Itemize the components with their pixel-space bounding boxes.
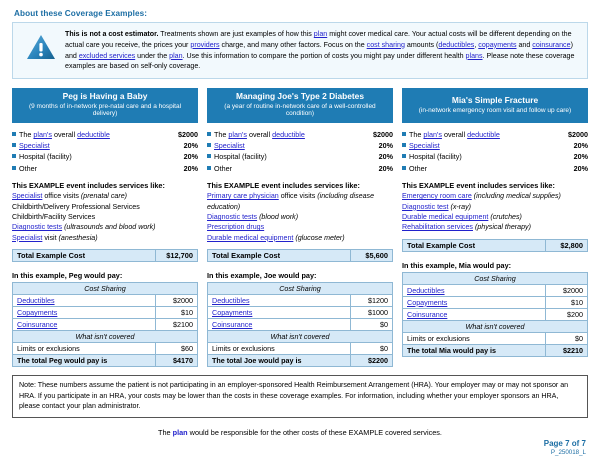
service-link[interactable]: Primary care physician (207, 192, 279, 201)
plan-term-label: Hospital (facility) (214, 152, 267, 162)
services-list-peg (12, 181, 198, 243)
link-deductible[interactable]: deductible (77, 130, 110, 140)
link-plans-possessive[interactable]: plan's (228, 130, 247, 140)
pay-intro-joe: In this example, Joe would pay: (207, 271, 317, 281)
table-row (403, 284, 588, 296)
service-link[interactable]: Durable medical equipment (402, 213, 489, 222)
plan-term-label (214, 129, 369, 140)
plan-term-label (409, 140, 570, 151)
total-pay-row (208, 355, 393, 367)
cost-item-value: $2100 (156, 319, 198, 331)
cost-item-label (13, 307, 156, 319)
total-pay-value: $2200 (351, 355, 393, 367)
about-coverage-examples-heading: About these Coverage Examples: (14, 9, 148, 18)
service-item (207, 222, 393, 232)
square-bullet-icon (12, 166, 16, 170)
link-cost-sharing[interactable]: cost sharing (366, 40, 405, 49)
cost-item-label (208, 307, 351, 319)
service-item (12, 233, 198, 243)
coverage-example-column-peg (12, 88, 198, 367)
link-copayments-row[interactable]: Copayments (17, 308, 58, 318)
total-pay-value: $2210 (546, 344, 588, 356)
services-list-mia (402, 181, 588, 233)
plan-term-value: $2000 (373, 130, 393, 140)
cost-item-value: $200 (546, 308, 588, 320)
not-covered-section-header (403, 320, 588, 332)
service-detail: (blood work) (259, 213, 299, 222)
cost-sharing-header-label: Cost Sharing (403, 272, 588, 284)
notice-p3: charge, and many other factors. Focus on the (219, 40, 367, 49)
services-title: This EXAMPLE event includes services like: (402, 180, 555, 190)
page-number: Page 7 of 7 (543, 438, 586, 448)
service-item (12, 191, 198, 201)
table-row (208, 307, 393, 319)
plan-term-value: 20% (183, 141, 198, 151)
cost-item-value: $10 (546, 296, 588, 308)
notice-p5: , (474, 40, 479, 49)
service-link[interactable]: Emergency room care (402, 192, 472, 201)
plan-term-value: 20% (378, 152, 393, 162)
plan-term-label (19, 140, 180, 151)
link-coinsurance-row[interactable]: Coinsurance (17, 320, 58, 330)
square-bullet-icon (402, 154, 406, 158)
service-detail: (anesthesia) (58, 233, 98, 242)
plan-term-label: Other (19, 163, 37, 173)
service-item (12, 202, 198, 212)
pay-intro-peg: In this example, Peg would pay: (12, 271, 123, 281)
service-detail: (crutches) (490, 213, 522, 222)
page-footer (544, 439, 586, 456)
table-row (403, 296, 588, 308)
square-bullet-icon (207, 154, 211, 158)
total-pay-value: $4170 (156, 355, 198, 367)
notice-p2: might cover medical care. Your actual costs will be different depending on the actual care you receive, the prices your (65, 30, 572, 49)
link-plans-possessive[interactable]: plan's (423, 130, 442, 140)
service-detail: (prenatal care) (80, 192, 128, 201)
cost-item-label (13, 319, 156, 331)
plan-term-row (12, 140, 198, 151)
link-deductibles-row[interactable]: Deductibles (212, 296, 250, 306)
plan-term-row (12, 151, 198, 162)
plan-terms-list-peg (12, 129, 198, 174)
square-bullet-icon (207, 166, 211, 170)
link-deductibles-row[interactable]: Deductibles (407, 285, 445, 295)
table-row (208, 343, 393, 355)
document-id: P_250018_L (550, 448, 586, 456)
link-coinsurance-row[interactable]: Coinsurance (212, 320, 253, 330)
service-link[interactable]: Diagnostic tests (207, 213, 258, 222)
link-excluded-services[interactable]: excluded services (78, 51, 136, 60)
example-title: Managing Joe's Type 2 Diabetes (236, 91, 364, 101)
service-link[interactable]: Diagnostic test (402, 202, 449, 211)
notice-p7: ) and (65, 40, 573, 60)
service-plain: Childbirth/Delivery Professional Services (12, 202, 140, 211)
plan-terms-list-mia (402, 129, 588, 174)
cost-item-label: Limits or exclusions (13, 343, 156, 355)
service-link[interactable]: Diagnostic tests (12, 223, 63, 232)
example-subtitle: (9 months of in-network pre-natal care and a hospital delivery) (28, 102, 182, 118)
not-covered-section-header (13, 331, 198, 343)
term-mid: overall (51, 130, 78, 140)
square-bullet-icon (402, 143, 406, 147)
plan-term-label: Other (409, 163, 427, 173)
service-detail: (glucose meter) (295, 233, 345, 242)
service-link[interactable]: Durable medical equipment (207, 233, 294, 242)
plan-term-label (409, 129, 564, 140)
example-header-joe (207, 88, 393, 123)
service-item (12, 212, 198, 222)
cost-sharing-section-header (13, 283, 198, 295)
plan-term-value: 20% (183, 152, 198, 162)
services-title: This EXAMPLE event includes services like: (12, 180, 165, 190)
services-list-joe (207, 181, 393, 243)
cost-item-label (208, 295, 351, 307)
plan-term-value: 20% (183, 163, 198, 173)
plan-term-row (207, 140, 393, 151)
service-plain: office visits (42, 192, 81, 201)
link-plan-closing[interactable]: plan (172, 427, 188, 437)
service-item (207, 191, 393, 212)
total-example-cost-mia (402, 239, 588, 252)
cost-item-label (13, 295, 156, 307)
service-plain: office visits (278, 192, 318, 201)
plan-term-value: $2000 (568, 130, 588, 140)
table-row (403, 332, 588, 344)
notice-lead: This is not a cost estimator. (65, 30, 159, 38)
cost-item-value: $2000 (546, 284, 588, 296)
cost-item-value: $1200 (351, 295, 393, 307)
service-link[interactable]: Prescription drugs (207, 223, 265, 232)
total-cost-value: $5,600 (350, 250, 392, 261)
warning-triangle-icon (17, 29, 65, 61)
cost-sharing-table-mia (402, 272, 588, 357)
services-title: This EXAMPLE event includes services like: (207, 180, 360, 190)
link-plan-2[interactable]: plan (169, 51, 183, 60)
square-bullet-icon (207, 132, 211, 136)
cost-sharing-section-header (403, 272, 588, 284)
plan-term-row (402, 151, 588, 162)
cost-sharing-header-label: Cost Sharing (13, 283, 198, 295)
total-example-cost-peg (12, 249, 198, 262)
plan-term-value: $2000 (178, 130, 198, 140)
service-link[interactable]: Specialist (12, 233, 43, 242)
plan-term-row (402, 140, 588, 151)
coverage-example-column-joe (207, 88, 393, 367)
cost-item-label (208, 319, 351, 331)
not-covered-header-label: What isn't covered (403, 320, 588, 332)
notice-p4: amounts ( (404, 40, 439, 49)
notice-p1: Treatments shown are just examples of how this (158, 30, 314, 38)
service-item (402, 222, 588, 232)
service-item (207, 233, 393, 243)
table-row (13, 343, 198, 355)
plan-term-value: 20% (378, 141, 393, 151)
link-specialist[interactable]: Specialist (409, 141, 440, 151)
example-subtitle: (a year of routine in-network care of a well-controlled condition) (224, 102, 376, 118)
square-bullet-icon (402, 166, 406, 170)
coverage-example-column-mia (402, 88, 588, 367)
cost-sharing-header-label: Cost Sharing (208, 283, 393, 295)
plan-term-value: 20% (573, 152, 588, 162)
cost-item-label: Limits or exclusions (208, 343, 351, 355)
cost-item-value: $2000 (156, 295, 198, 307)
cost-sharing-table-peg (12, 282, 198, 367)
square-bullet-icon (12, 154, 16, 158)
plan-term-label (214, 140, 375, 151)
link-copayments-row[interactable]: Copayments (212, 308, 253, 318)
plan-term-row (207, 163, 393, 174)
example-header-mia (402, 88, 588, 123)
cost-item-label (403, 284, 546, 296)
closing-post: would be responsible for the other costs of these EXAMPLE covered services. (187, 427, 442, 437)
notice-p9: . Use this information to compare the portion of costs you might pay under different health (182, 51, 466, 60)
cost-item-label: Limits or exclusions (403, 332, 546, 344)
cost-item-value: $60 (156, 343, 198, 355)
plan-term-row (12, 129, 198, 140)
table-row (208, 295, 393, 307)
table-row (13, 295, 198, 307)
not-covered-header-label: What isn't covered (208, 331, 393, 343)
plan-term-value: 20% (573, 141, 588, 151)
not-covered-section-header (208, 331, 393, 343)
plan-term-row (207, 151, 393, 162)
table-row (208, 319, 393, 331)
link-deductibles[interactable]: deductibles (438, 40, 475, 49)
example-subtitle: (in-network emergency room visit and follow up care) (418, 106, 572, 114)
service-detail: (x-ray) (450, 202, 472, 211)
service-detail: (including disease education) (207, 192, 375, 211)
not-covered-header-label: What isn't covered (13, 331, 198, 343)
term-pre: The (214, 130, 229, 140)
service-detail: (physical therapy) (474, 223, 531, 232)
notice-body-text (65, 29, 579, 72)
notice-p6: and (516, 40, 533, 49)
plan-term-label: Hospital (facility) (19, 152, 72, 162)
coverage-examples-columns (12, 88, 588, 367)
cost-sharing-table-joe (207, 282, 393, 367)
plan-term-row (402, 163, 588, 174)
total-cost-value: $2,800 (545, 240, 587, 251)
cost-item-label (403, 308, 546, 320)
link-deductibles-row[interactable]: Deductibles (17, 296, 55, 306)
example-title: Peg is Having a Baby (62, 91, 148, 101)
plan-term-label: Other (214, 163, 232, 173)
table-row (403, 308, 588, 320)
service-link[interactable]: Specialist (12, 192, 43, 201)
service-item (402, 202, 588, 212)
notice-p8: under the (135, 51, 170, 60)
total-pay-row (403, 344, 588, 356)
total-pay-label: The total Peg would pay is (13, 355, 156, 367)
square-bullet-icon (12, 132, 16, 136)
service-detail: (including medical supplies) (473, 192, 561, 201)
square-bullet-icon (207, 143, 211, 147)
cost-item-label (403, 296, 546, 308)
link-specialist[interactable]: Specialist (214, 141, 245, 151)
plan-term-label (19, 129, 174, 140)
cost-item-value: $0 (546, 332, 588, 344)
link-plans[interactable]: plans (465, 51, 483, 60)
plan-term-row (207, 129, 393, 140)
hra-note-box: Note: These numbers assume the patient is not participating in an employer-sponsored Health Reimbursement Arrangement (HRA). Your employer may or may not sponsor an HRA. If you participate in an HRA, your costs may be lower than the costs in these coverage examples. For information, including whether your employer sponsors an HRA, please contact your plan administrator. (12, 375, 588, 418)
term-mid: overall (246, 130, 273, 140)
service-detail: (ultrasounds and blood work) (64, 223, 156, 232)
service-link[interactable]: Rehabilitation services (402, 223, 473, 232)
total-pay-row (13, 355, 198, 367)
total-cost-label: Total Example Cost (407, 240, 476, 250)
service-item (402, 191, 588, 201)
pay-intro-mia: In this example, Mia would pay: (402, 260, 512, 270)
example-header-peg (12, 88, 198, 123)
service-plain: Childbirth/Facility Services (12, 213, 96, 222)
total-cost-label: Total Example Cost (212, 251, 281, 261)
total-pay-label: The total Joe would pay is (208, 355, 351, 367)
link-plans-possessive[interactable]: plan's (33, 130, 52, 140)
cost-item-value: $0 (351, 319, 393, 331)
cost-sharing-section-header (208, 283, 393, 295)
link-coinsurance[interactable]: coinsurance (532, 40, 571, 49)
plan-term-row (12, 163, 198, 174)
service-plain: visit (42, 233, 59, 242)
link-deductible[interactable]: deductible (272, 130, 305, 140)
service-item (402, 212, 588, 222)
link-copayments-row[interactable]: Copayments (407, 297, 448, 307)
service-item (12, 222, 198, 232)
total-cost-value: $12,700 (155, 250, 197, 261)
closing-statement (12, 428, 588, 437)
table-row (13, 307, 198, 319)
link-plan[interactable]: plan (313, 30, 328, 38)
total-example-cost-joe (207, 249, 393, 262)
plan-term-value: 20% (378, 163, 393, 173)
link-copayments[interactable]: copayments (478, 40, 517, 49)
total-pay-label: The total Mia would pay is (403, 344, 546, 356)
plan-terms-list-joe (207, 129, 393, 174)
table-row (13, 319, 198, 331)
link-deductible[interactable]: deductible (467, 130, 500, 140)
total-cost-label: Total Example Cost (17, 251, 86, 261)
plan-term-row (402, 129, 588, 140)
cost-item-value: $10 (156, 307, 198, 319)
notice-p10: . Please note these coverage examples are based on self-only coverage. (65, 51, 575, 71)
term-pre: The (19, 130, 34, 140)
cost-item-value: $1000 (351, 307, 393, 319)
term-pre: The (409, 130, 424, 140)
square-bullet-icon (402, 132, 406, 136)
cost-item-value: $0 (351, 343, 393, 355)
term-mid: overall (441, 130, 468, 140)
link-providers[interactable]: providers (190, 40, 220, 49)
closing-pre: The (158, 427, 173, 437)
plan-term-value: 20% (573, 163, 588, 173)
square-bullet-icon (12, 143, 16, 147)
link-coinsurance-row[interactable]: Coinsurance (407, 309, 448, 319)
example-title: Mia's Simple Fracture (451, 94, 539, 105)
service-item (207, 212, 393, 222)
not-a-cost-estimator-notice (12, 22, 588, 79)
link-specialist[interactable]: Specialist (19, 141, 50, 151)
plan-term-label: Hospital (facility) (409, 152, 462, 162)
